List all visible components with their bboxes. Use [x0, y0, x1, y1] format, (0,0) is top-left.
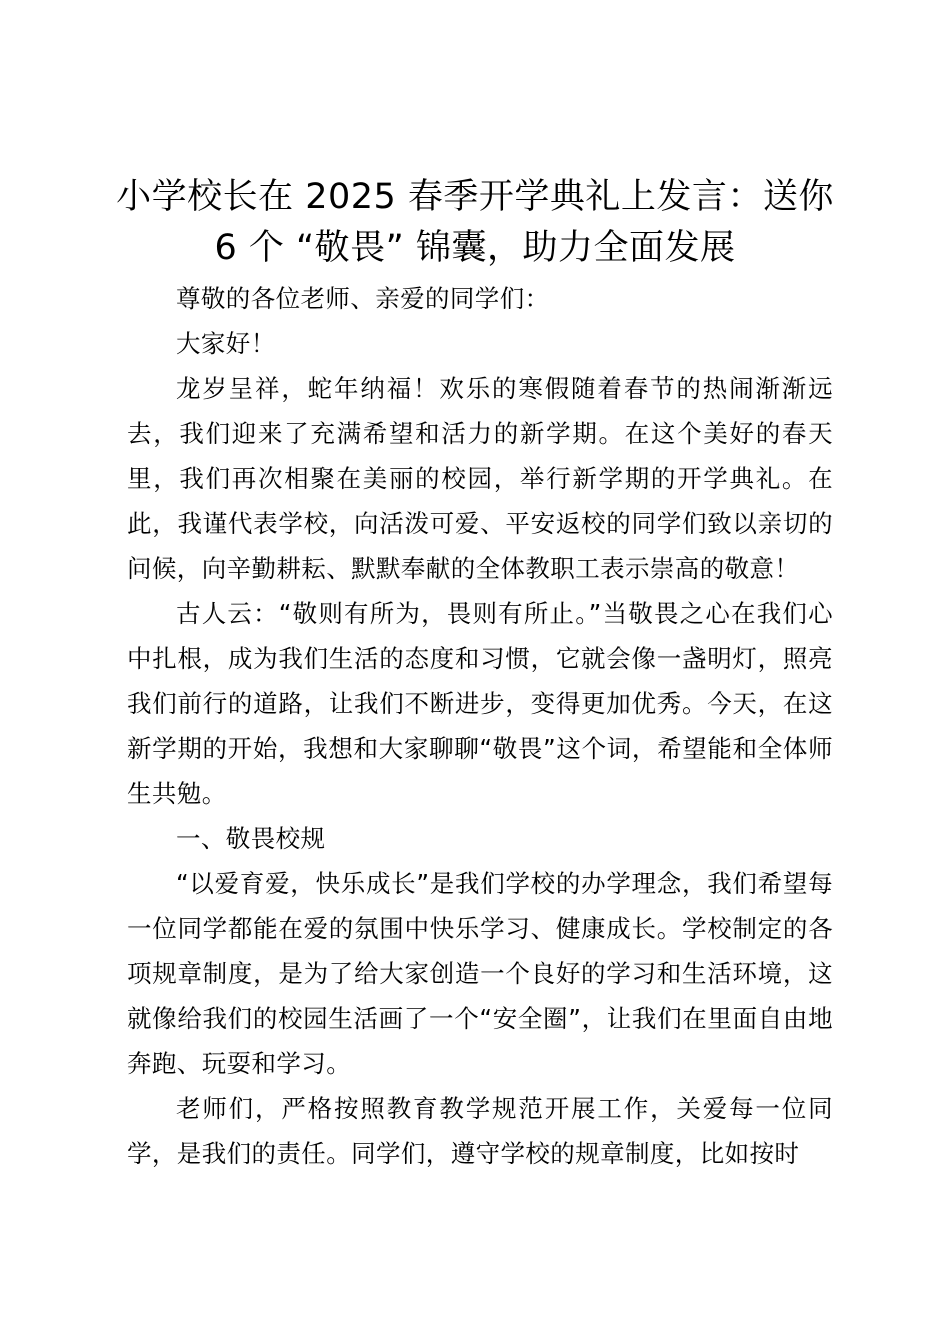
paragraph-school-rules: “以爱育爱，快乐成长”是我们学校的办学理念，我们希望每一位同学都能在爱的氛围中快乐学习、健康成长。学校制定的各项规章制度，是为了给大家创造一个良好的学习和生活环境，这就像给我们的校园生活画了一个“安全圈”，让我们在里面自由地奔跑、玩耍和学习。: [127, 869, 833, 1078]
salutation: 尊敬的各位老师、亲爱的同学们：: [176, 284, 550, 313]
greeting: 大家好！: [176, 329, 276, 358]
paragraph-teachers: 老师们，严格按照教育教学规范开展工作，关爱每一位同学，是我们的责任。同学们，遵守学校的规章制度，比如按时: [127, 1094, 833, 1168]
section-heading: 一、敬畏校规: [176, 824, 326, 853]
paragraph-opening: 龙岁呈祥，蛇年纳福！欢乐的寒假随着春节的热闹渐渐远去，我们迎来了充满希望和活力的新学期。在这个美好的春天里，我们再次相聚在美丽的校园，举行新学期的开学典礼。在此，我谨代表学校，向活泼可爱、平安返校的同学们致以亲切的问候，向辛勤耕耘、默默奉献的全体教职工表示崇高的敬意！: [127, 374, 833, 583]
paragraph-quote: 古人云：“敬则有所为，畏则有所止。”当敬畏之心在我们心中扎根，成为我们生活的态度和习惯，它就会像一盏明灯，照亮我们前行的道路，让我们不断进步，变得更加优秀。今天，在这新学期的开始，我想和大家聊聊“敬畏”这个词，希望能和全体师生共勉。: [127, 599, 833, 808]
document-title: 小学校长在 2025 春季开学典礼上发言：送你 6 个 “敬畏” 锦囊，助力全面发展: [116, 177, 834, 268]
document-body: [127, 276, 833, 1176]
